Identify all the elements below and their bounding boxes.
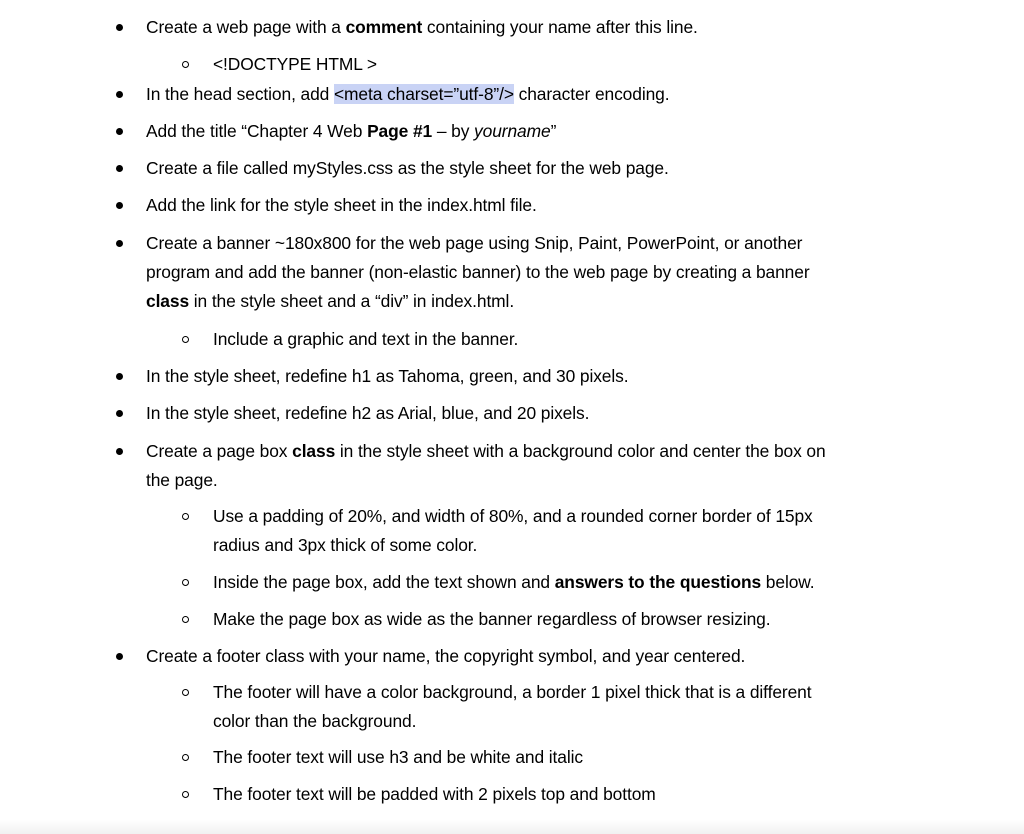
sub-item-text [213, 707, 416, 736]
text-run: radius and 3px thick of some color. [213, 535, 478, 555]
list-item-text [146, 154, 669, 183]
bullet-point [116, 91, 123, 98]
sub-bullet-point [182, 616, 189, 623]
text-run: The footer text will use h3 and be white and italic [213, 747, 583, 767]
bold-text: comment [345, 17, 423, 37]
sub-item-text [213, 325, 518, 354]
bullet-point [116, 373, 123, 380]
text-run: Create a web page with a [146, 17, 346, 37]
text-run: in the style sheet with a background color and center the box on [335, 441, 826, 461]
bullet-point [116, 128, 123, 135]
sub-item-text [213, 502, 813, 531]
sub-item-text [213, 605, 770, 634]
text-run: <!DOCTYPE HTML > [213, 54, 377, 74]
list-item-text [146, 258, 810, 287]
text-run: In the head section, add [146, 84, 334, 104]
sub-item-text [213, 743, 583, 772]
list-item-text [146, 117, 556, 146]
text-run: – by [432, 121, 475, 141]
bullet-point [116, 653, 123, 660]
text-run: Add the link for the style sheet in the index.html file. [146, 195, 537, 215]
sub-item-text [213, 780, 656, 809]
text-run: Create a file called myStyles.css as the style sheet for the web page. [146, 158, 669, 178]
text-run: Create a banner ~180x800 for the web page using Snip, Paint, PowerPoint, or another [146, 233, 803, 253]
bullet-point [116, 24, 123, 31]
text-run: program and add the banner (non-elastic banner) to the web page by creating a banner [146, 262, 810, 282]
text-run: containing your name after this line. [422, 17, 698, 37]
bullet-point [116, 202, 123, 209]
bullet-point [116, 410, 123, 417]
list-item-text [146, 80, 669, 109]
text-run: character encoding. [513, 84, 670, 104]
sub-bullet-point [182, 791, 189, 798]
text-run: The footer will have a color background, a border 1 pixel thick that is a different [213, 682, 812, 702]
bold-text: answers to the questions [554, 572, 762, 592]
bullet-point [116, 165, 123, 172]
text-run: Make the page box as wide as the banner regardless of browser resizing. [213, 609, 771, 629]
list-item-text [146, 229, 802, 258]
page-bottom-edge [0, 820, 1024, 834]
text-run: Use a padding of 20%, and width of 80%, and a rounded corner border of 15px [213, 506, 813, 526]
list-item-text [146, 466, 218, 495]
sub-item-text [213, 678, 811, 707]
text-run: Inside the page box, add the text shown and [213, 572, 555, 592]
text-run: ” [550, 121, 557, 141]
bold-text: class [146, 291, 190, 311]
sub-item-text [213, 50, 377, 79]
bold-text: Page #1 [367, 121, 433, 141]
list-item-text [146, 362, 628, 391]
sub-bullet-point [182, 579, 189, 586]
list-item-text [146, 287, 514, 316]
text-run: in the style sheet and a “div” in index.html. [189, 291, 515, 311]
italic-text: yourname [474, 121, 551, 141]
sub-bullet-point [182, 754, 189, 761]
sub-bullet-point [182, 513, 189, 520]
text-run: The footer text will be padded with 2 pixels top and bottom [213, 784, 656, 804]
text-run: Create a page box [146, 441, 293, 461]
text-run: In the style sheet, redefine h2 as Arial, blue, and 20 pixels. [146, 403, 590, 423]
list-item-text [146, 437, 826, 466]
text-run: below. [761, 572, 815, 592]
text-run: Add the title “Chapter 4 Web [146, 121, 368, 141]
bullet-point [116, 240, 123, 247]
bold-text: class [292, 441, 336, 461]
sub-bullet-point [182, 61, 189, 68]
list-item-text [146, 642, 745, 671]
text-run: In the style sheet, redefine h1 as Tahoma, green, and 30 pixels. [146, 366, 629, 386]
list-item-text [146, 13, 698, 42]
text-run: Include a graphic and text in the banner. [213, 329, 519, 349]
sub-bullet-point [182, 336, 189, 343]
highlighted-code: <meta charset=”utf-8”/> [333, 84, 514, 104]
sub-bullet-point [182, 689, 189, 696]
text-run: the page. [146, 470, 218, 490]
text-run: Create a footer class with your name, the copyright symbol, and year centered. [146, 646, 746, 666]
text-run: color than the background. [213, 711, 417, 731]
bullet-point [116, 448, 123, 455]
list-item-text [146, 399, 589, 428]
sub-item-text [213, 568, 815, 597]
sub-item-text [213, 531, 477, 560]
list-item-text [146, 191, 537, 220]
